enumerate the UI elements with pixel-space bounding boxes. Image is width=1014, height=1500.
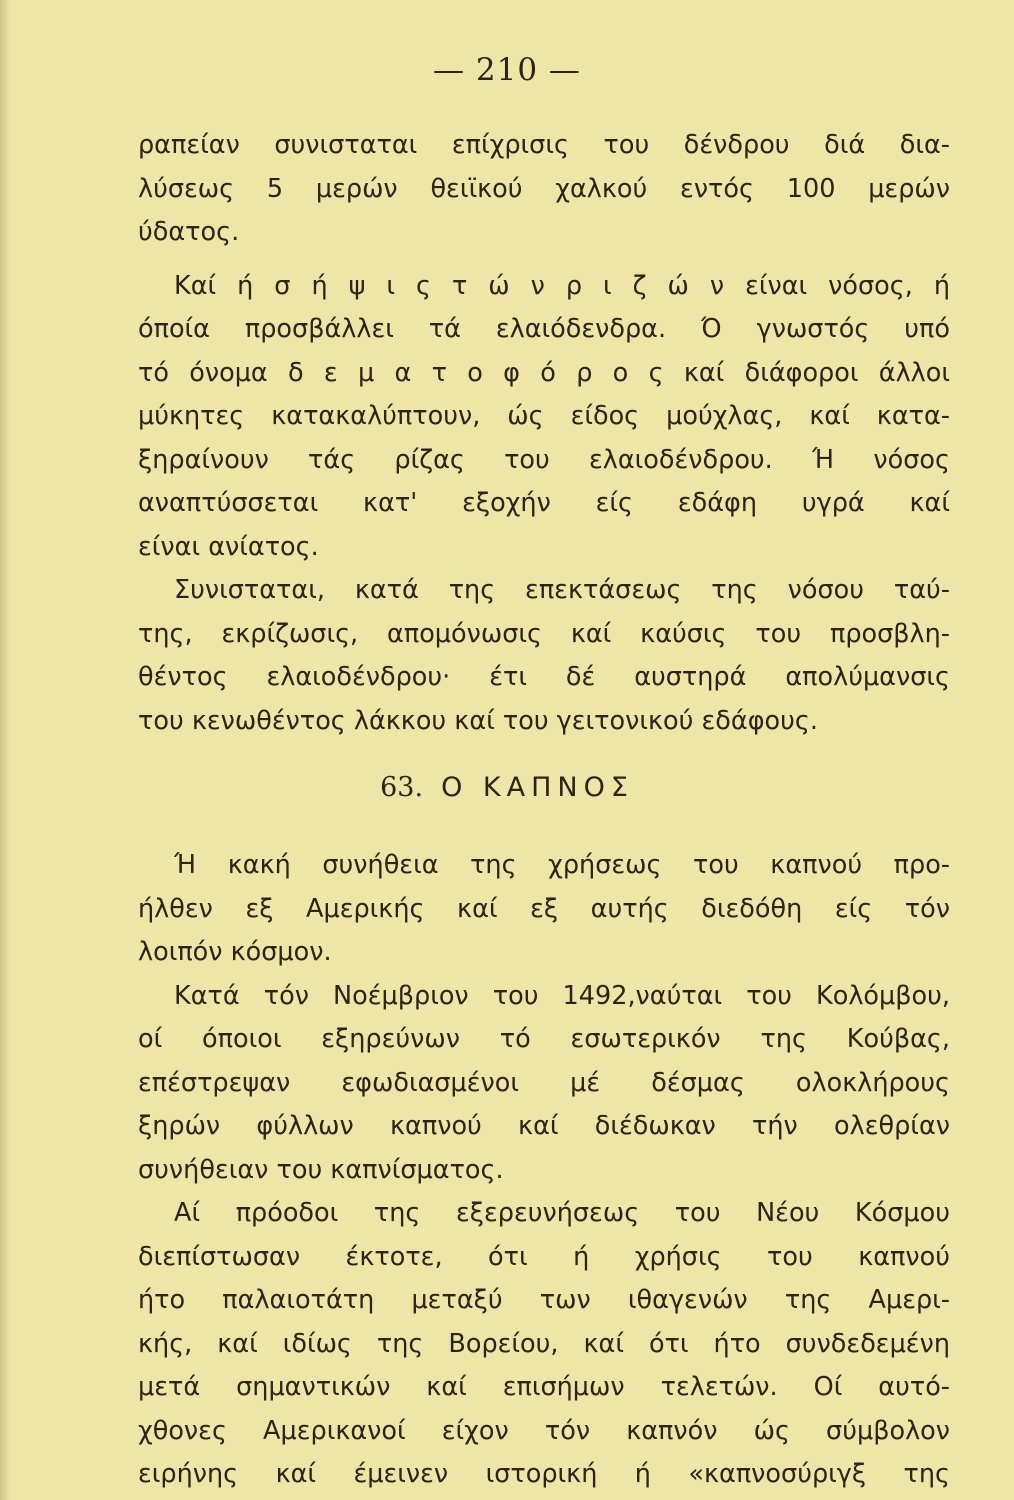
page-edge [0,0,10,1500]
paragraph [138,844,950,975]
text-line: ραπείαν συνισταται επίχρισις του δένδρου διά δια- [138,130,950,160]
text-line: Κατά τόν Νοέμβριον του 1492,ναύται του Κολόμβου, [174,980,950,1011]
text-line: λύσεως 5 μερών θειϊκού χαλκού εντός 100 μερών [138,173,950,204]
text-line: ήλθεν εξ Αμερικής καί εξ αυτής διεδόθη είς τόν [138,893,950,924]
section-title: Ο ΚΑΠΝΟΣ [441,772,634,803]
text-line: οί όποιοι εξηρεύνων τό εσωτερικόν της Κούβας, [138,1024,950,1054]
text-line: τό όνομα δ ε μ α τ ο φ ό ρ ο ς καί διάφοροι άλλοι [138,357,950,388]
paragraph [138,975,950,1193]
paragraph [138,569,950,743]
section-2-text [138,844,950,1497]
text-line: λοιπόν κόσμον. [138,937,332,967]
section-1-text [138,124,950,743]
text-line: διεπίστωσαν έκτοτε, ότι ή χρήσις του καπνού [138,1241,950,1272]
text-line: Αί πρόοδοι της εξερευνήσεως του Νέου Κόσμου [174,1198,950,1228]
paragraph [138,265,950,570]
text-line: ήτο παλαιοτάτη μεταξύ των ιθαγενών της Αμερι- [138,1285,950,1315]
text-line: ξηρών φύλλων καπνού καί διέδωκαν τήν ολεθρίαν [138,1111,950,1141]
text-line: χθονες Αμερικανοί είχον τόν καπνόν ώς σύμβολον [138,1415,950,1446]
text-line: ύδατος. [138,217,240,247]
text-line: του κενωθέντος λάκκου καί του γειτονικού εδάφους. [138,705,818,736]
text-line: ξηραίνουν τάς ρίζας του ελαιοδένδρου. Ή νόσος [138,444,950,475]
page-number: — 210 — [433,52,581,88]
text-line: Καί ή σ ή ψ ι ς τ ώ ν ρ ι ζ ώ ν είναι νόσος, ή [174,270,950,301]
paragraph [138,124,950,255]
text-line: ειρήνης καί έμεινεν ιστορική ή «καπνοσύριγξ της [138,1459,950,1489]
text-line: αναπτύσσεται κατ' εξοχήν είς εδάφη υγρά καί [138,488,950,518]
paragraph [138,1192,950,1497]
section-number: 63. [380,772,424,803]
text-line: συνήθειαν του καπνίσματος. [138,1154,504,1185]
text-line: μετά σημαντικών καί επισήμων τελετών. Οί αυτό- [138,1372,950,1402]
text-line: είναι ανίατος. [138,531,319,562]
text-line: μύκητες κατακαλύπτουν, ώς είδος μούχλας, καί κατα- [138,401,950,431]
text-line: Ή κακή συνήθεια της χρήσεως του καπνού προ- [174,850,950,880]
section-heading [0,772,1014,803]
text-line: κής, καί ιδίως της Βορείου, καί ότι ήτο συνδεδεμένη [138,1328,950,1359]
text-line: Συνισταται, κατά της επεκτάσεως της νόσου ταύ- [174,575,950,605]
text-line: της, εκρίζωσις, απομόνωσις καί καύσις του προσβλη- [138,618,950,649]
text-line: επέστρεψαν εφωδιασμένοι μέ δέσμας ολοκλήρους [138,1067,950,1098]
text-line: θέντος ελαιοδένδρου· έτι δέ αυστηρά απολύμανσις [138,662,950,692]
text-line: όποία προσβάλλει τά ελαιόδενδρα. Ό γνωστός υπό [138,314,950,344]
